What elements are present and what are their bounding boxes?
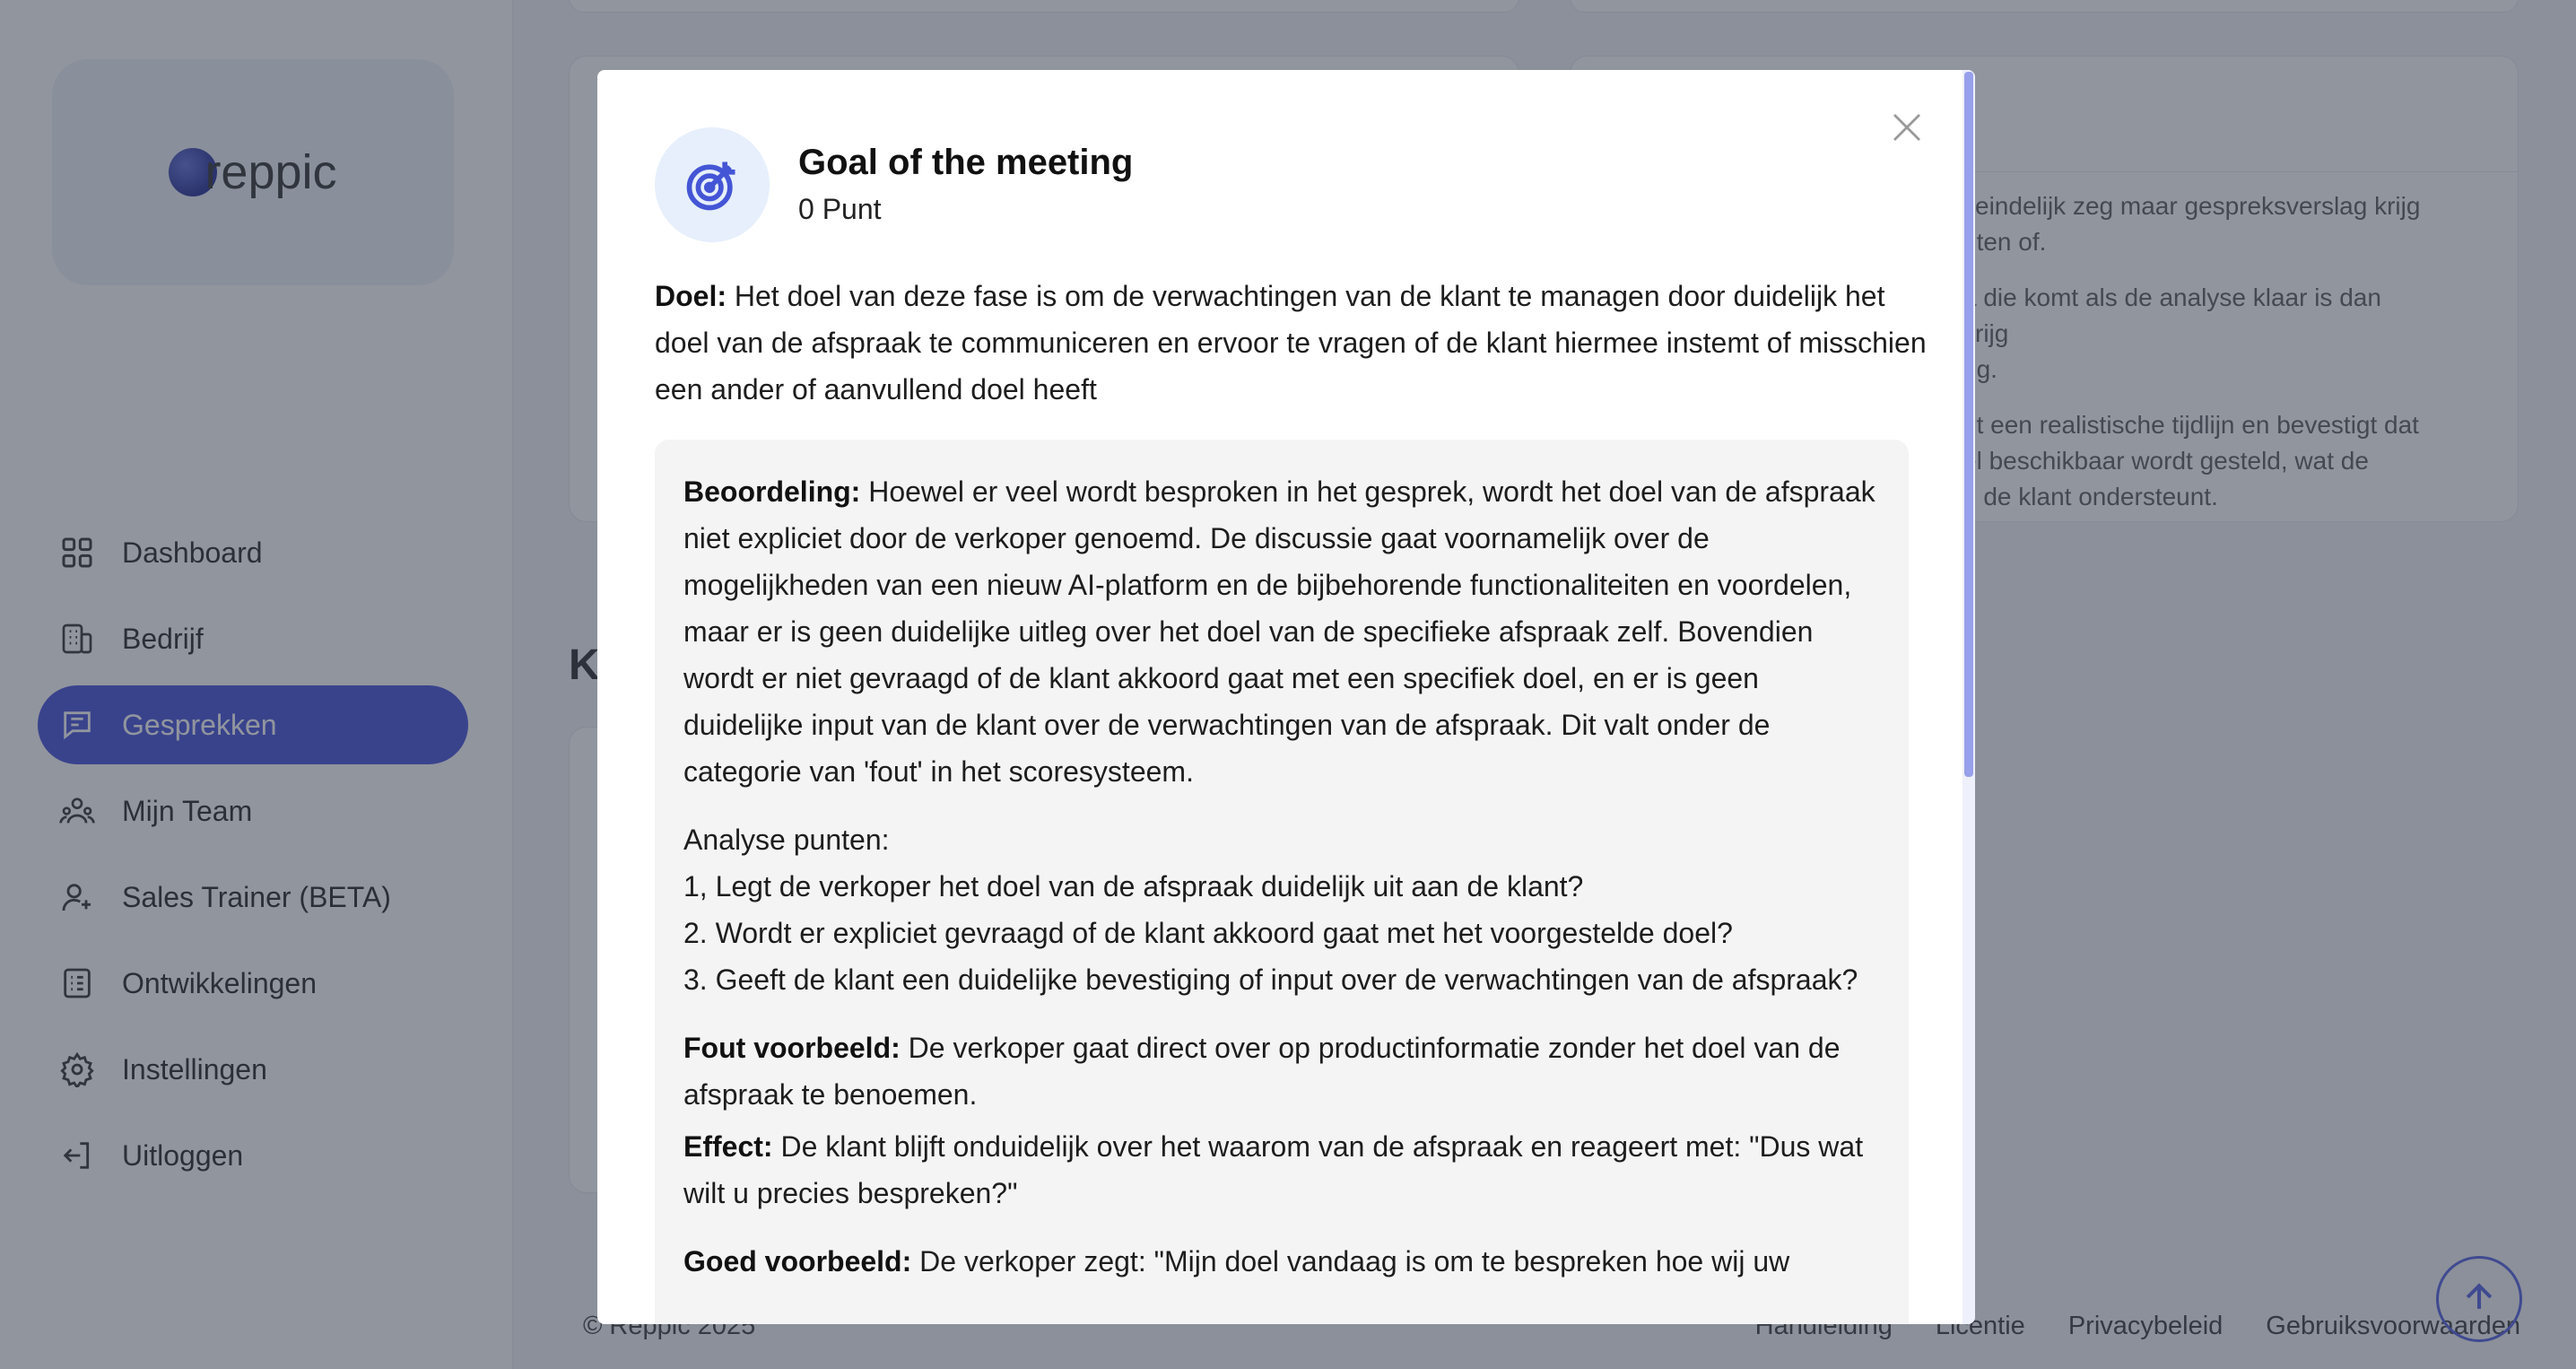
goed-text: De verkoper zegt: "Mijn doel vandaag is om te bespreken hoe wij uw [919,1245,1790,1277]
modal-points: 0 Punt [798,193,882,225]
goed-label: Goed voorbeeld: [683,1245,912,1277]
close-icon [1888,109,1926,151]
effect-text: De klant blijft onduidelijk over het waarom van de afspraak en reageert met: "Dus wat wilt u precies bespreken?" [683,1130,1864,1209]
analyse-point: 3. Geeft de klant een duidelijke bevestiging of input over de verwachtingen van de afspraak? [683,964,1858,996]
modal-title: Goal of the meeting [798,143,1134,182]
effect-paragraph [683,1123,1880,1216]
modal-header [655,127,1133,242]
beoordeling-paragraph [683,468,1880,795]
target-icon [655,127,770,242]
analyse-point: 2. Wordt er expliciet gevraagd of de klant akkoord gaat met het voorgestelde doel? [683,917,1733,949]
fout-label: Fout voorbeeld: [683,1032,901,1064]
modal-scrollbar-thumb[interactable] [1964,72,1973,777]
analyse-label: Analyse punten: [683,824,890,856]
goal-modal [597,70,1975,1324]
fout-paragraph [683,1025,1880,1118]
assessment-panel [655,440,1909,1324]
close-button[interactable] [1885,108,1928,151]
doel-label: Doel: [655,280,727,312]
beoordeling-label: Beoordeling: [683,475,861,508]
analyse-point: 1, Legt de verkoper het doel van de afspraak duidelijk uit aan de klant? [683,870,1584,902]
doel-text: Het doel van deze fase is om de verwachtingen van de klant te managen door duidelijk het doel van de afspraak te communiceren en ervoor te vragen of de klant hiermee instemt of misschien een ander of aanvullend doel heeft [655,280,1927,405]
modal-scrollbar[interactable] [1962,70,1975,1324]
analyse-section [683,816,1880,1003]
beoordeling-text: Hoewel er veel wordt besproken in het gesprek, wordt het doel van de afspraak niet expliciet door de verkoper genoemd. De discussie gaat voornamelijk over de mogelijkheden van een nieuw AI-platform en de bijbehorende functionaliteiten en voordelen, maar er is geen duidelijke uitleg over het doel van de specifieke afspraak zelf. Bovendien wordt er niet gevraagd of de klant akkoord gaat met een specifiek doel, en er is geen duidelijke input van de klant over de verwachtingen van de afspraak. Dit valt onder de categorie van 'fout' in het scoresysteem. [683,475,1875,788]
goed-paragraph [683,1238,1880,1285]
fout-text: De verkoper gaat direct over op productinformatie zonder het doel van de afspraak te benoemen. [683,1032,1841,1111]
effect-label: Effect: [683,1130,773,1163]
doel-paragraph [655,273,1928,413]
